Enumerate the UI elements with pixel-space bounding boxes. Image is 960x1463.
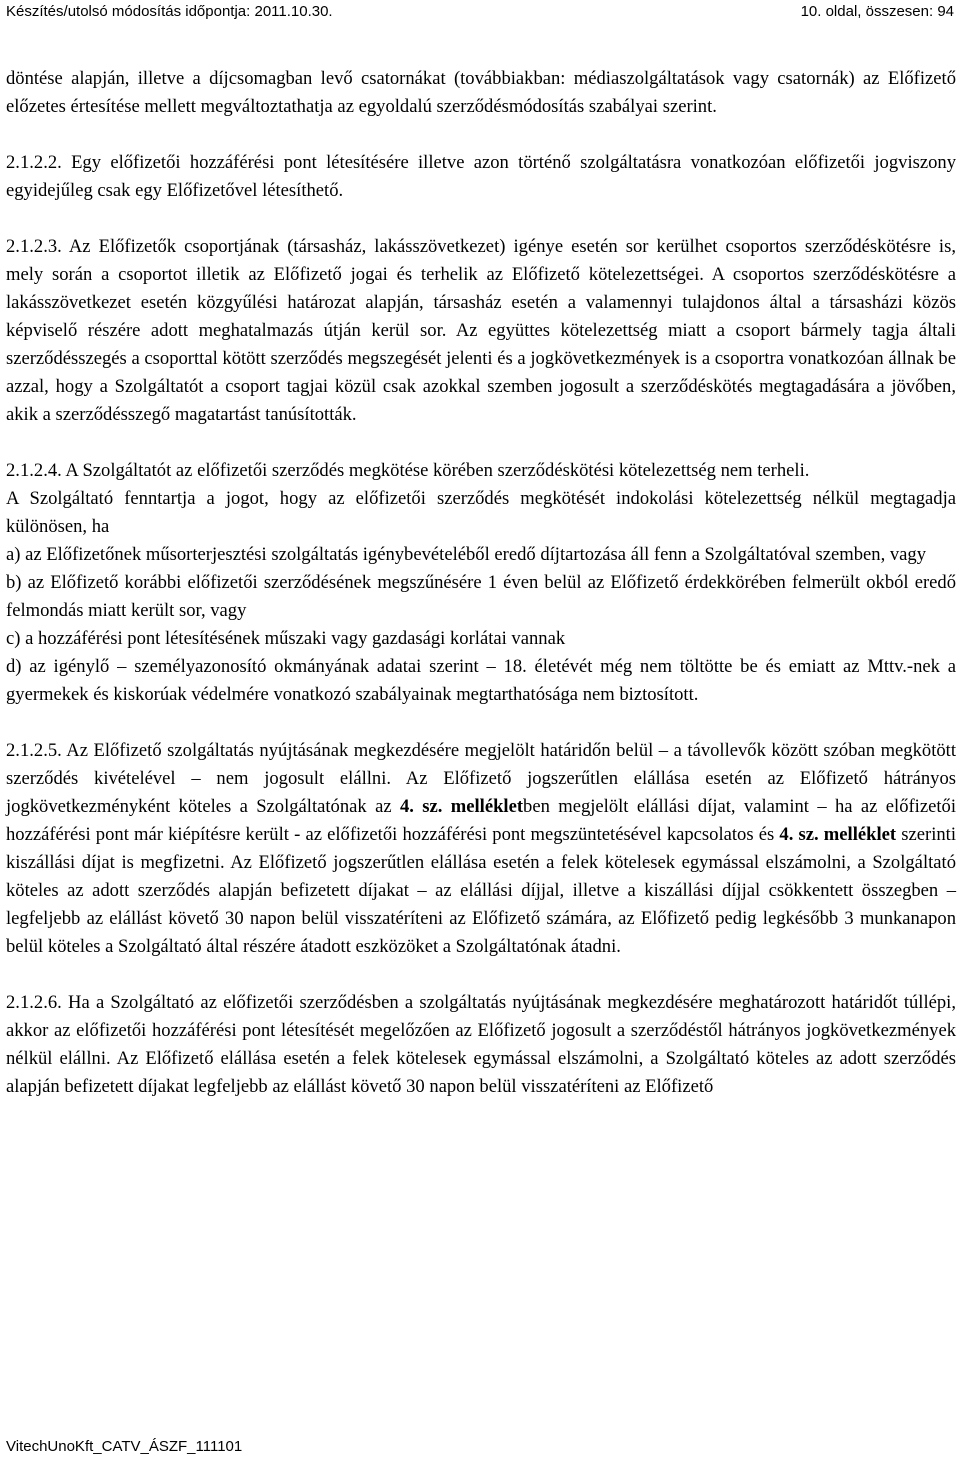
document-body xyxy=(6,65,956,1101)
paragraph-refusal-intro: A Szolgáltató fenntartja a jogot, hogy az előfizetői szerződés megkötését indokolási kötelezettség nélkül megtagadja különösen, ha xyxy=(6,488,956,537)
annex-reference: 4. sz. melléklet xyxy=(399,796,524,817)
page-footer: VitechUnoKft_CATV_ÁSZF_111101 xyxy=(6,1438,243,1455)
list-item-d: d) az igénylő – személyazonosító okmányának adatai szerint – 18. életévét még nem töltötte be és emiatt az Mttv.-nek a gyermekek és kiskorúak védelmére vonatkozó szabályainak megtarthatósága nem biztosított. xyxy=(6,656,956,705)
text-segment: szerinti kiszállási díjat is megfizetni. Az Előfizető jogszerűtlen elállása esetén a felek kötelesek egymással elszámolni, a Szolgáltató köteles az adott szerződés alapján befizetett díjakat – az elállási díjjal, illetve a kiszállási díjjal csökkentett összegben – legfeljebb az elállást követő 30 napon belül visszatéríteni az Előfizető számára, az Előfizető pedig legkésőbb 3 munkanapon belül köteles a Szolgáltató által részére átadott eszközöket a Szolgáltatónak átadni. xyxy=(6,824,956,957)
paragraph-2-1-2-4: 2.1.2.4. A Szolgáltatót az előfizetői szerződés megkötése körében szerződéskötési kötelezettség nem terheli. xyxy=(6,460,810,481)
paragraph-2-1-2-6: 2.1.2.6. Ha a Szolgáltató az előfizetői szerződésben a szolgáltatás nyújtásának megkezdésére meghatározott határidőt túllépi, akkor az előfizetői hozzáférési pont létesítését megelőzően az Előfizető jogosult a szerződéstől hátrányos jogkövetkezmények nélkül elállni. Az Előfizető elállása esetén a felek kötelesek egymással elszámolni, a Szolgáltató köteles az adott szerződés alapján befizetett díjakat legfeljebb az elállást követő 30 napon belül visszatéríteni az Előfizető xyxy=(6,992,956,1097)
page-header xyxy=(0,0,960,22)
paragraph-2-1-2-3: 2.1.2.3. Az Előfizetők csoportjának (társasház, lakásszövetkezet) igénye esetén sor kerülhet csoportos szerződéskötésre is, mely során a csoportot illetik az Előfizető jogai és terhelik az Előfizető kötelezettségei. A csoportos szerződéskötésre a lakásszövetkezet esetén közgyűlési határozat alapján, társasház esetén a valamennyi tulajdonos által a társasházi közös képviselő részére adott meghatalmazás útján kerül sor. Az együttes kötelezettség miatt a csoport bármely tagja általi szerződésszegés a csoporttal kötött szerződés megszegését jelenti és a jogkövetkezmények is a csoportra vonatkozóan állnak be azzal, hogy a Szolgáltatót a csoport tagjai közül csak azokkal szemben jogosult a szerződéskötés megtagadására a jövőben, akik a szerződésszegő magatartást tanúsították. xyxy=(6,236,956,425)
paragraph-2-1-2-5 xyxy=(6,737,956,961)
paragraph-2-1-2-2: 2.1.2.2. Egy előfizetői hozzáférési pont létesítésére illetve azon történő szolgáltatásra vonatkozóan előfizetői jogviszony egyidejűleg csak egy Előfizetővel létesíthető. xyxy=(6,152,956,201)
header-date: Készítés/utolsó módosítás időpontja: 2011.10.30. xyxy=(6,3,333,20)
header-page-number: 10. oldal, összesen: 94 xyxy=(800,3,954,20)
text-segment: 2.1.2.5. Az Előfizető szolgáltatás nyújtásának megkezdésére megjelölt határidőn belül – a távollevők között szóban megkötött szerződés kivételével – nem jogosult elállni. Az Előfizető jogszerűtlen elállása esetén az Előfizető hátrányos jogkövetkezményként köteles a Szolgáltatónak az xyxy=(6,740,956,817)
list-item-c: c) a hozzáférési pont létesítésének műszaki vagy gazdasági korlátai vannak xyxy=(6,628,566,649)
list-item-a: a) az Előfizetőnek műsorterjesztési szolgáltatás igénybevételéből eredő díjtartozása áll fenn a Szolgáltatóval szemben, vagy xyxy=(6,544,927,565)
annex-reference: 4. sz. melléklet xyxy=(779,824,897,845)
text-segment: ben megjelölt elállási díjat, valamint – ha az előfizetői hozzáférési pont már kiépítésre került - az előfizetői hozzáférési pont megszüntetésével kapcsolatos és xyxy=(6,796,956,845)
paragraph-continuation: döntése alapján, illetve a díjcsomagban levő csatornákat (továbbiakban: médiaszolgáltatások vagy csatornák) az Előfizető előzetes értesítése mellett megváltoztathatja az egyoldalú szerződésmódosítás szabályai szerint. xyxy=(6,68,956,117)
list-item-b: b) az Előfizető korábbi előfizetői szerződésének megszűnésére 1 éven belül az Előfizető érdekkörében felmerült okból eredő felmondás miatt került sor, vagy xyxy=(6,572,956,621)
